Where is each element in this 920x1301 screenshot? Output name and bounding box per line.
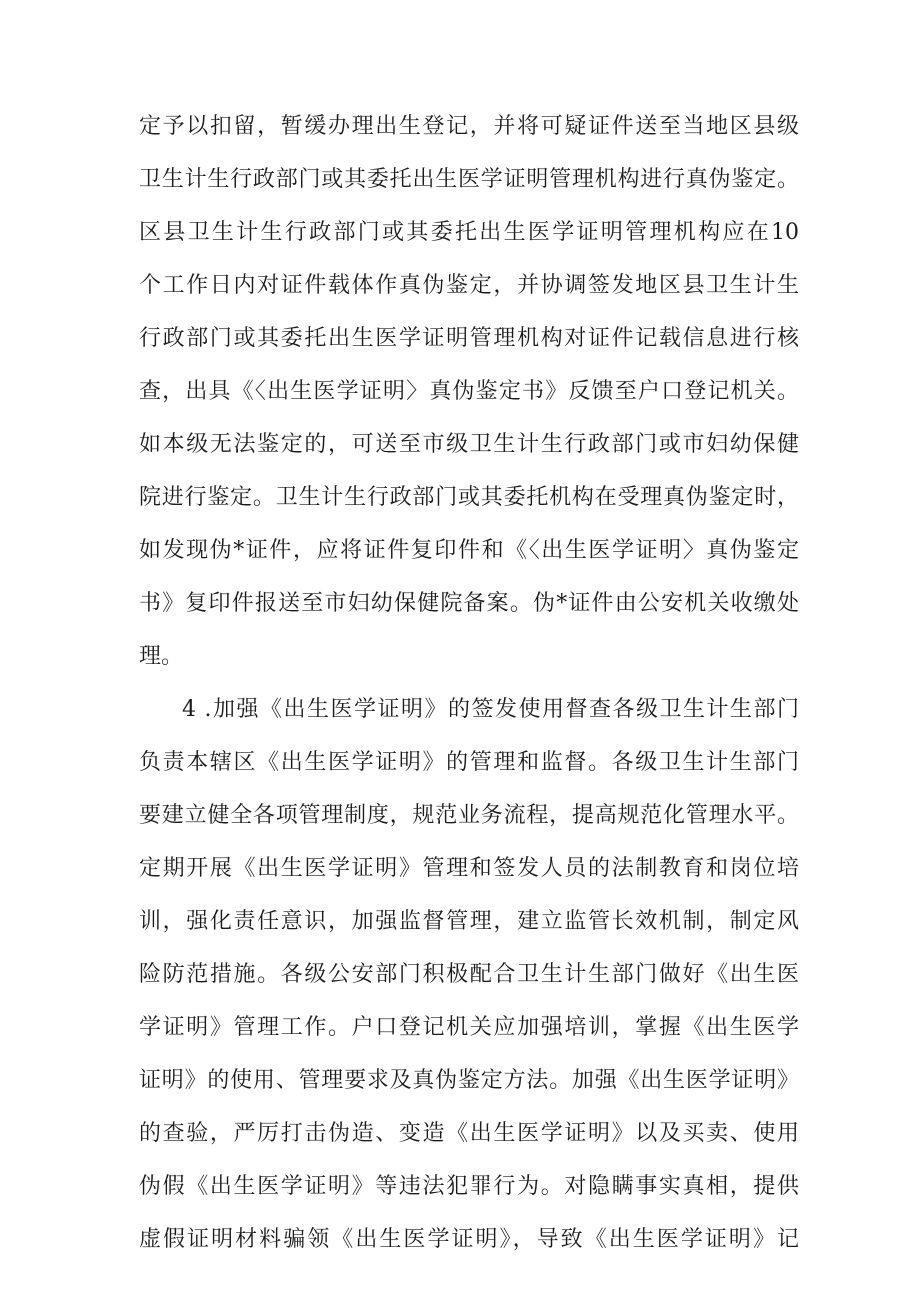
text-line: 证明》的使用、管理要求及真伪鉴定方法。加强《出生医学证明》 xyxy=(139,1068,799,1093)
text-line: 如本级无法鉴定的，可送至市级卫生计生行政部门或市妇幼保健 xyxy=(139,432,799,457)
text-line: 院进行鉴定。卫生计生行政部门或其委托机构在受理真伪鉴定时， xyxy=(139,485,799,510)
text-line: 查，出具《〈出生医学证明〉真伪鉴定书》反馈至户口登记机关。 xyxy=(139,379,799,404)
text-line: 的查验，严厉打击伪造、变造《出生医学证明》以及买卖、使用 xyxy=(139,1121,799,1146)
text-line: 虚假证明材料骗领《出生医学证明》，导致《出生医学证明》记 xyxy=(139,1227,799,1252)
text-line: 险防范措施。各级公安部门积极配合卫生计生部门做好《出生医 xyxy=(139,962,799,987)
text-line: 负责本辖区《出生医学证明》的管理和监督。各级卫生计生部门 xyxy=(139,750,799,775)
text-line: 要建立健全各项管理制度，规范业务流程，提高规范化管理水平。 xyxy=(139,803,799,828)
text-line: 理。 xyxy=(139,644,184,669)
text-line: 区县卫生计生行政部门或其委托出生医学证明管理机构应在10 xyxy=(139,220,799,245)
text-line: 学证明》管理工作。户口登记机关应加强培训，掌握《出生医学 xyxy=(139,1015,799,1040)
text-line: 如发现伪*证件，应将证件复印件和《〈出生医学证明〉真伪鉴定 xyxy=(139,538,799,563)
paragraph-heading: 4 .加强《出生医学证明》的签发使用督查各级卫生计生部门 xyxy=(182,697,799,722)
text-line: 定予以扣留，暂缓办理出生登记，并将可疑证件送至当地区县级 xyxy=(139,114,799,139)
text-line: 伪假《出生医学证明》等违法犯罪行为。对隐瞒事实真相，提供 xyxy=(139,1174,799,1199)
text-line: 行政部门或其委托出生医学证明管理机构对证件记载信息进行核 xyxy=(139,326,799,351)
text-line: 卫生计生行政部门或其委托出生医学证明管理机构进行真伪鉴定。 xyxy=(139,167,799,192)
text-line: 训，强化责任意识，加强监督管理，建立监管长效机制，制定风 xyxy=(139,909,799,934)
text-line: 书》复印件报送至市妇幼保健院备案。伪*证件由公安机关收缴处 xyxy=(139,591,799,616)
text-line: 个工作日内对证件载体作真伪鉴定，并协调签发地区县卫生计生 xyxy=(139,273,799,298)
text-line: 定期开展《出生医学证明》管理和签发人员的法制教育和岗位培 xyxy=(139,856,799,881)
